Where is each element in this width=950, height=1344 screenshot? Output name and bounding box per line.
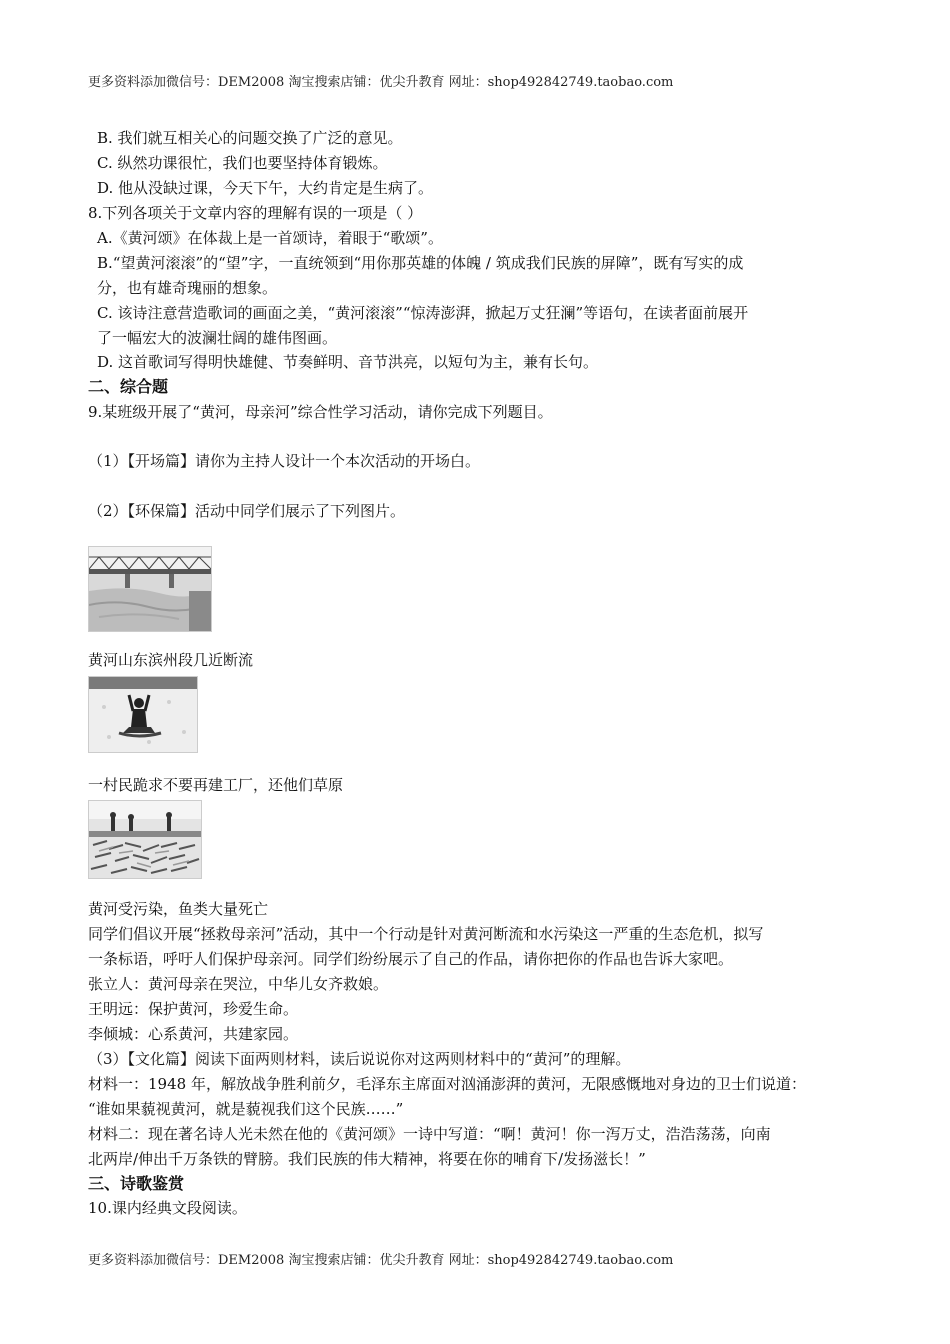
material-1-line1: 材料一：1948 年，解放战争胜利前夕，毛泽东主席面对汹涌澎湃的黄河，无限感慨地对身边的卫士们说道： — [88, 1075, 806, 1093]
q7-option-c: C. 纵然功课很忙，我们也要坚持体育锻炼。 — [97, 154, 388, 172]
page-header: 更多资料添加微信号：DEM2008 淘宝搜索店铺：优尖升教育 网址：shop492842749.taobao.com — [88, 75, 674, 90]
q8-stem: 8.下列各项关于文章内容的理解有误的一项是（ ） — [88, 204, 423, 222]
q8-option-d: D. 这首歌词写得明快雄健、节奏鲜明、音节洪亮，以短句为主，兼有长句。 — [97, 353, 599, 371]
q8-option-c-line1: C. 该诗注意营造歌词的画面之美，“黄河滚滚”“惊涛澎湃，掀起万丈狂澜”等语句，在读者面前展开 — [97, 304, 749, 322]
q9-part2: （2）【环保篇】活动中同学们展示了下列图片。 — [88, 502, 406, 520]
q9-task-line1: 同学们倡议开展“拯救母亲河”活动，其中一个行动是针对黄河断流和水污染这一严重的生态危机，拟写 — [88, 925, 764, 943]
material-2-line1: 材料二：现在著名诗人光未然在他的《黄河颂》一诗中写道：“啊！黄河！你一泻万丈，浩浩荡荡，向南 — [88, 1125, 771, 1143]
q8-option-b-line1: B.“望黄河滚滚”的“望”字，一直统领到“用你那英雄的体魄 / 筑成我们民族的屏障”，既有写实的成 — [97, 254, 744, 272]
photo-caption-3: 黄河受污染，鱼类大量死亡 — [88, 900, 269, 918]
q8-option-c-line2: 了一幅宏大的波澜壮阔的雄伟图画。 — [97, 329, 338, 347]
q7-option-d: D. 他从没缺过课，今天下午，大约肯定是生病了。 — [97, 179, 434, 197]
material-2-line2: 北两岸/伸出千万条铁的臂膀。我们民族的伟大精神，将要在你的哺育下/发扬滋长！” — [88, 1150, 646, 1168]
slogan-li: 李倾城：心系黄河，共建家园。 — [88, 1025, 299, 1043]
slogan-wang: 王明远：保护黄河，珍爱生命。 — [88, 1000, 299, 1018]
photo-kneeling-villager — [88, 676, 198, 753]
q9-part1: （1）【开场篇】请你为主持人设计一个本次活动的开场白。 — [88, 452, 481, 470]
photo-dead-fish — [88, 800, 202, 879]
q7-option-b: B. 我们就互相关心的问题交换了广泛的意见。 — [97, 129, 403, 147]
q8-option-a: A.《黄河颂》在体裁上是一首颂诗，着眼于“歌颂”。 — [97, 229, 443, 247]
section-3-heading: 三、诗歌鉴赏 — [88, 1174, 185, 1193]
photo-caption-2: 一村民跪求不要再建工厂，还他们草原 — [88, 776, 344, 794]
q9-stem: 9.某班级开展了“黄河，母亲河”综合性学习活动，请你完成下列题目。 — [88, 403, 553, 421]
slogan-zhang: 张立人：黄河母亲在哭泣，中华儿女齐救娘。 — [88, 975, 389, 993]
page-footer: 更多资料添加微信号：DEM2008 淘宝搜索店铺：优尖升教育 网址：shop492842749.taobao.com — [88, 1253, 674, 1268]
q10-stem: 10.课内经典文段阅读。 — [88, 1199, 247, 1217]
q9-part3: （3）【文化篇】阅读下面两则材料，读后说说你对这两则材料中的“黄河”的理解。 — [88, 1050, 631, 1068]
material-1-line2: “谁如果藐视黄河，就是藐视我们这个民族……” — [88, 1100, 404, 1118]
photo-caption-1: 黄河山东滨州段几近断流 — [88, 651, 254, 669]
section-2-heading: 二、综合题 — [88, 377, 169, 396]
photo-dry-river-bridge — [88, 546, 212, 632]
q9-task-line2: 一条标语，呼吁人们保护母亲河。同学们纷纷展示了自己的作品，请你把你的作品也告诉大家吧。 — [88, 950, 734, 968]
q8-option-b-line2: 分，也有雄奇瑰丽的想象。 — [97, 279, 278, 297]
